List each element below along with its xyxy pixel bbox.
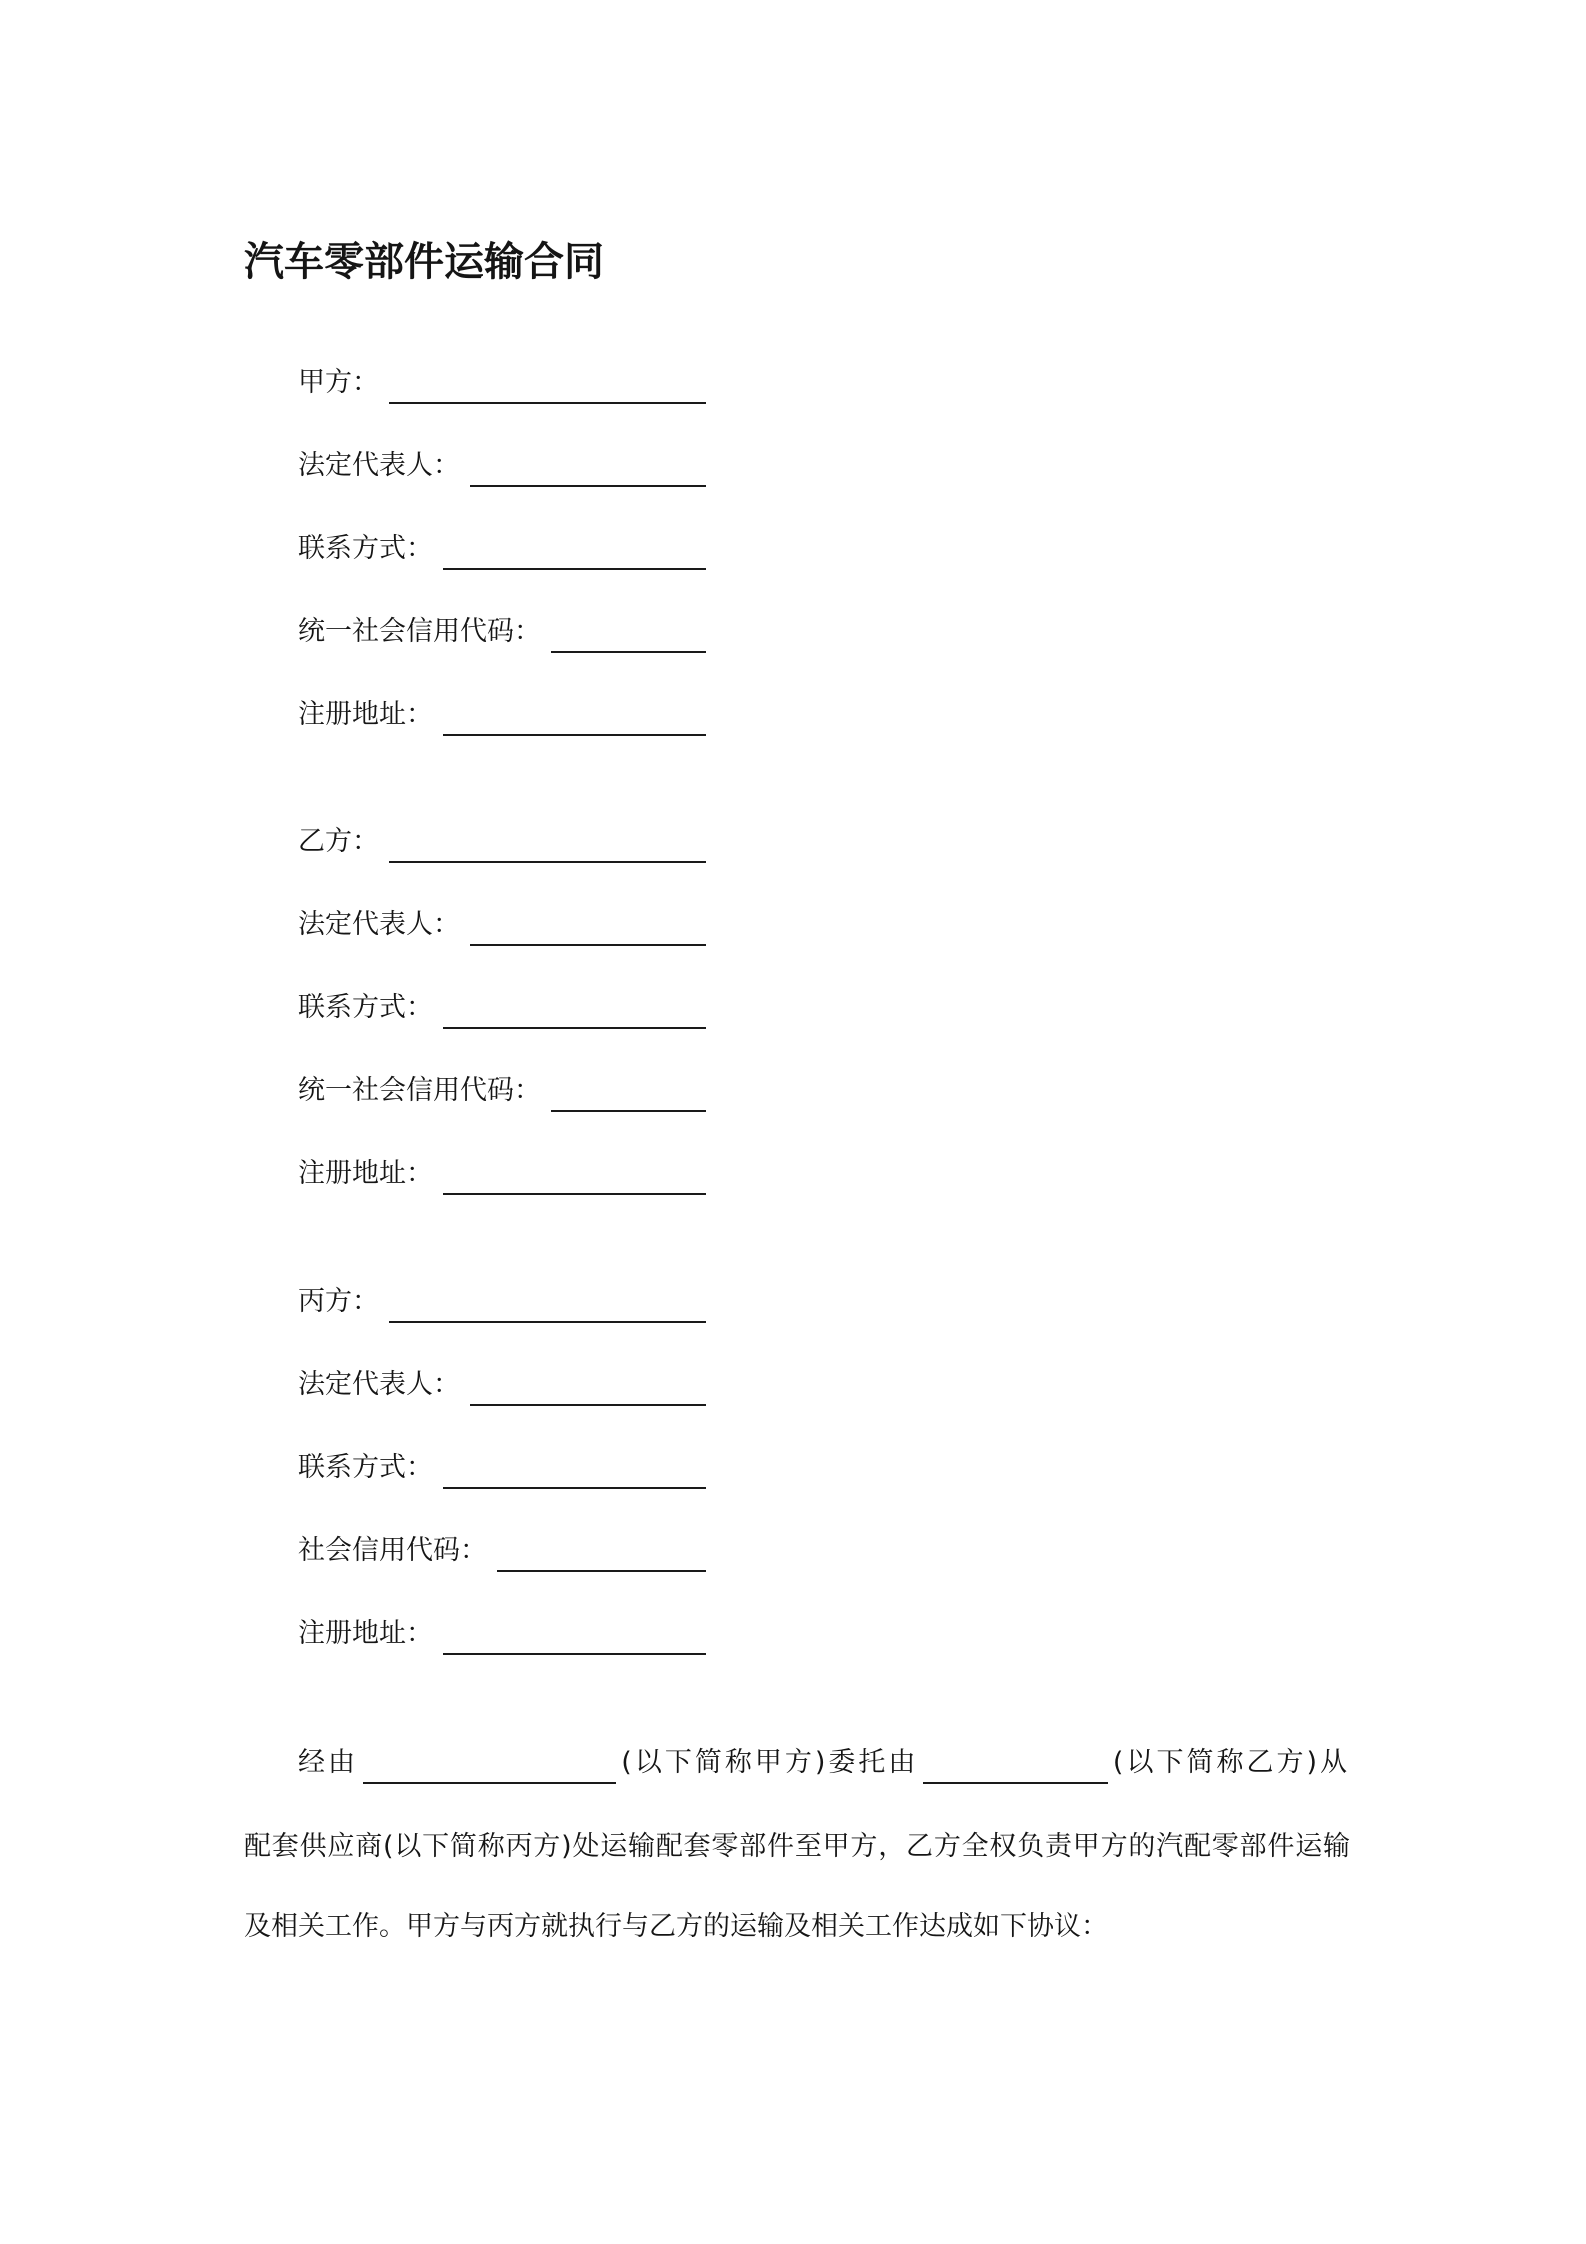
preamble-suffix: (以下简称乙方)从 <box>1112 1747 1350 1778</box>
document-title: 汽车零部件运输合同 <box>244 239 604 285</box>
party-a-address-row <box>298 673 706 756</box>
party-c-name-row <box>298 1260 706 1343</box>
party-b-blank <box>389 861 706 863</box>
preamble-line-2: 配套供应商(以下简称丙方)处运输配套零部件至甲方，乙方全权负责甲方的汽配零部件运输 <box>244 1831 1350 1862</box>
credit-code-blank <box>551 1110 706 1112</box>
address-label: 注册地址： <box>298 698 433 730</box>
preamble-middle: (以下简称甲方)委托由 <box>621 1747 919 1778</box>
address-label: 注册地址： <box>298 1617 433 1649</box>
credit-code-blank <box>497 1570 706 1572</box>
address-blank <box>443 1193 706 1195</box>
contact-blank <box>443 568 706 570</box>
party-b-name-row <box>298 800 706 883</box>
party-c-legal-rep-row <box>298 1343 706 1426</box>
party-a-label: 甲方： <box>298 366 379 398</box>
legal-rep-blank <box>470 944 706 946</box>
party-c-blank <box>389 1321 706 1323</box>
legal-rep-label: 法定代表人： <box>298 908 460 940</box>
party-a-legal-rep-row <box>298 424 706 507</box>
party-b-contact-row <box>298 966 706 1049</box>
party-b-credit-code-row <box>298 1049 706 1132</box>
preamble-line-1 <box>298 1739 1350 1787</box>
contact-blank <box>443 1027 706 1029</box>
contact-label: 联系方式： <box>298 991 433 1023</box>
party-a-credit-code-row <box>298 590 706 673</box>
party-a-block <box>298 341 706 756</box>
credit-code-label: 统一社会信用代码： <box>298 1074 541 1106</box>
party-a-name-row <box>298 341 706 424</box>
preamble-line-3: 及相关工作。甲方与丙方就执行与乙方的运输及相关工作达成如下协议： <box>244 1911 1108 1942</box>
address-blank <box>443 734 706 736</box>
party-c-label: 丙方： <box>298 1285 379 1317</box>
preamble-prefix: 经由 <box>298 1747 358 1778</box>
carrier-blank <box>923 1782 1108 1784</box>
legal-rep-blank <box>470 1404 706 1406</box>
party-b-block <box>298 800 706 1215</box>
party-b-address-row <box>298 1132 706 1215</box>
contact-label: 联系方式： <box>298 532 433 564</box>
contact-label: 联系方式： <box>298 1451 433 1483</box>
address-blank <box>443 1653 706 1655</box>
party-c-credit-code-row <box>298 1509 706 1592</box>
client-blank <box>363 1782 616 1784</box>
party-b-legal-rep-row <box>298 883 706 966</box>
party-a-blank <box>389 402 706 404</box>
legal-rep-label: 法定代表人： <box>298 1368 460 1400</box>
credit-code-label: 统一社会信用代码： <box>298 615 541 647</box>
credit-code-label: 社会信用代码： <box>298 1534 487 1566</box>
party-a-contact-row <box>298 507 706 590</box>
party-b-label: 乙方： <box>298 825 379 857</box>
address-label: 注册地址： <box>298 1157 433 1189</box>
contact-blank <box>443 1487 706 1489</box>
party-c-block <box>298 1260 706 1675</box>
legal-rep-blank <box>470 485 706 487</box>
legal-rep-label: 法定代表人： <box>298 449 460 481</box>
party-c-address-row <box>298 1592 706 1675</box>
credit-code-blank <box>551 651 706 653</box>
party-c-contact-row <box>298 1426 706 1509</box>
